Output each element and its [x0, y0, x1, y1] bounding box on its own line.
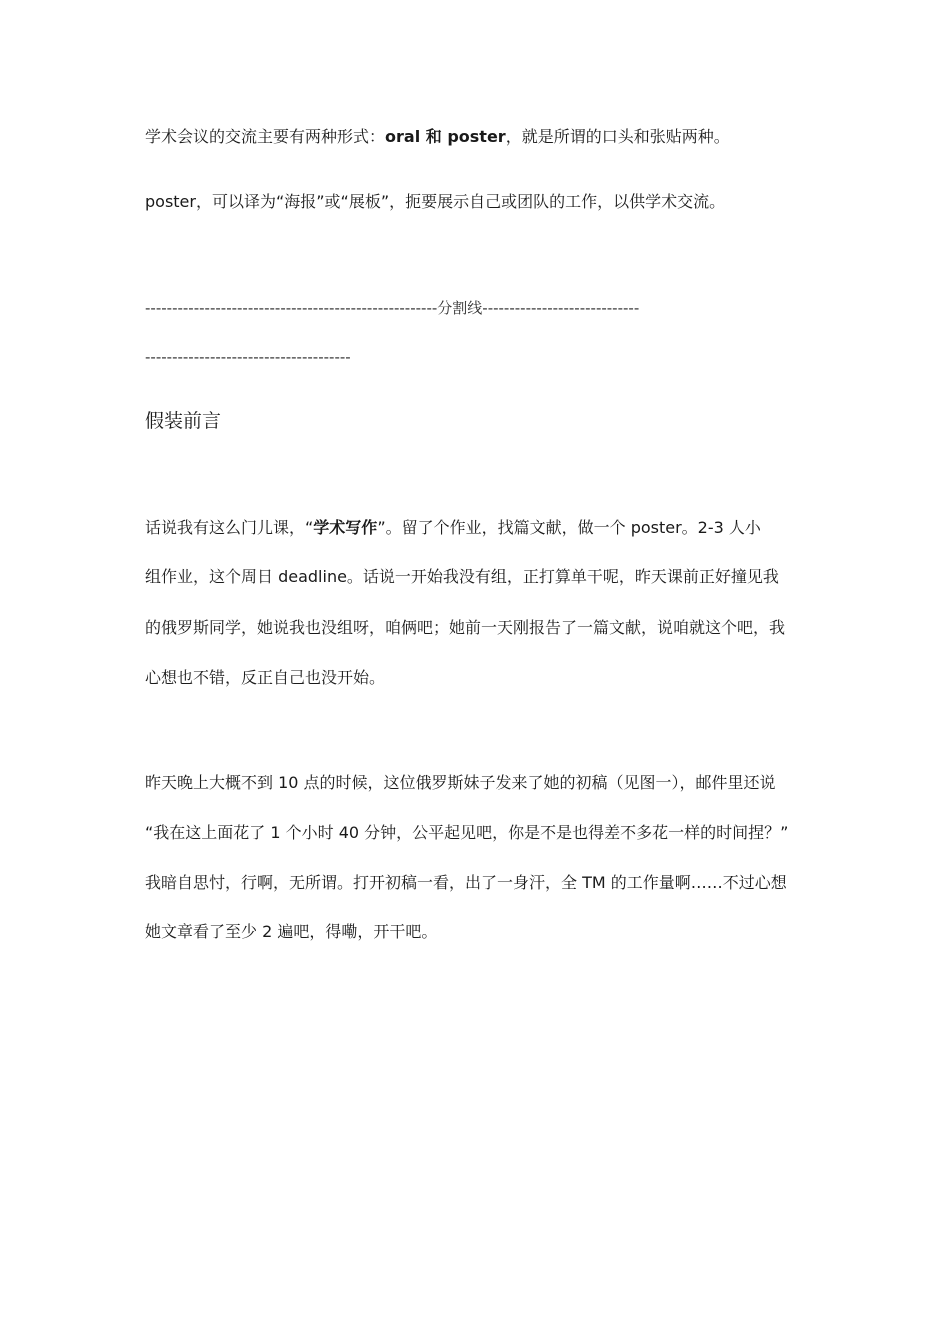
divider-line-1: ------------------------------------------------------分割线-----------------------------	[145, 299, 640, 317]
intro-line-1-suffix: ，就是所谓的口头和张贴两种。	[505, 127, 730, 146]
para2-line-4: 她文章看了至少 2 遍吧，得嘞，开干吧。	[145, 922, 438, 941]
intro-line-1	[145, 126, 810, 148]
para1-line-1-prefix: 话说我有这么门儿课，“	[145, 518, 314, 537]
para1-line-4: 心想也不错，反正自己也没开始。	[145, 668, 386, 687]
para1-line-1-suffix: ”。留了个作业，找篇文献，做一个 poster。2-3 人小	[377, 518, 761, 537]
intro-line-1-bold: oral 和 poster	[385, 127, 506, 146]
divider-line-2: --------------------------------------	[145, 348, 351, 366]
intro-line-2: poster，可以译为“海报”或“展板”，扼要展示自己或团队的工作，以供学术交流。	[145, 192, 726, 211]
intro-line-1-prefix: 学术会议的交流主要有两种形式：	[145, 127, 386, 146]
para1-line-1-bold: 学术写作	[313, 518, 378, 537]
para1-line-2: 组作业，这个周日 deadline。话说一开始我没有组，正打算单干呢，昨天课前正好撞见我	[145, 567, 779, 586]
para2-line-3: 我暗自思忖，行啊，无所谓。打开初稿一看，出了一身汗，全 TM 的工作量啊……不过心想	[145, 873, 787, 892]
para2-line-2: “我在这上面花了 1 个小时 40 分钟，公平起见吧，你是不是也得差不多花一样的时间捏？”	[145, 823, 789, 842]
para1-line-1	[145, 517, 810, 539]
para2-line-1: 昨天晚上大概不到 10 点的时候，这位俄罗斯妹子发来了她的初稿（见图一），邮件里还说	[145, 773, 776, 792]
section-heading: 假装前言	[145, 410, 222, 432]
para1-line-3: 的俄罗斯同学，她说我也没组呀，咱俩吧；她前一天刚报告了一篇文献，说咱就这个吧，我	[145, 618, 786, 637]
